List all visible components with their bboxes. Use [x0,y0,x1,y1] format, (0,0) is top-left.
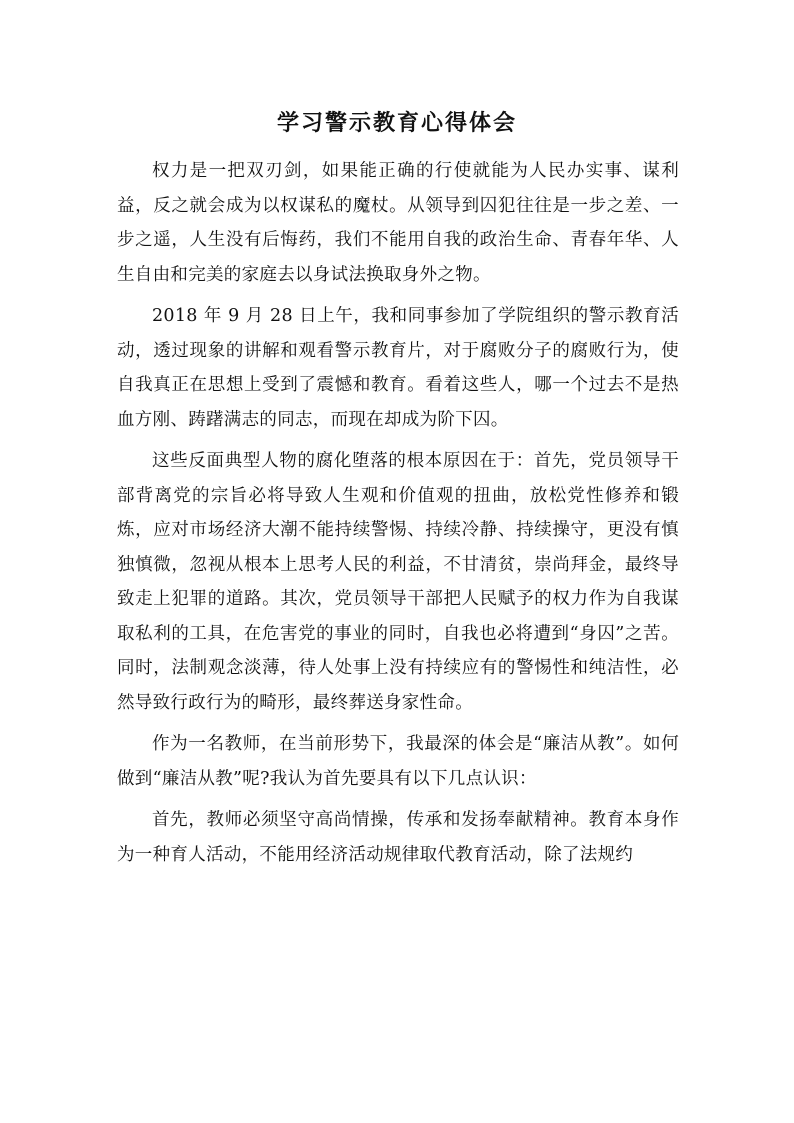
document-title: 学习警示教育心得体会 [276,110,517,136]
paragraph-root-causes: 这些反面典型人物的腐化堕落的根本原因在于：首先，党员领导干部背离党的宗旨必将导致人生观和价值观的扭曲，放松党性修养和锻炼，应对市场经济大潮不能持续警惕、持续冷静、持续操守，更没有慎独慎微，忽视从根本上思考人民的利益，不甘清贫，崇尚拜金，最终导致走上犯罪的道路。其次，党员领导干部把人民赋予的权力作为自我谋取私利的工具，在危害党的事业的同时，自我也必将遭到“身囚”之苦。同时，法制观念淡薄，待人处事上没有持续应有的警惕性和纯洁性，必然导致行政行为的畸形，最终葬送身家性命。 [117,451,679,713]
paragraph-teacher-integrity: 首先，教师必须坚守高尚情操，传承和发扬奉献精神。教育本身作为一种育人活动，不能用经济活动规律取代教育活动，除了法规约 [117,810,679,865]
paragraph-warning-education-activity: 2018 年 9 月 28 日上午，我和同事参加了学院组织的警示教育活动，透过现象的讲解和观看警示教育片，对于腐败分子的腐败行为，使自我真正在思想上受到了震憾和教育。看着这些人，哪一个过去不是热血方刚、踌躇满志的同志，而现在却成为阶下囚。 [117,306,679,430]
paragraph-power-double-edged-sword: 权力是一把双刃剑，如果能正确的行使就能为人民办实事、谋利益，反之就会成为以权谋私的魔杖。从领导到囚犯往往是一步之差、一步之遥，人生没有后悔药，我们不能用自我的政治生命、青春年华、人生自由和完美的家庭去以身试法换取身外之物。 [117,161,679,285]
document-body [117,154,679,872]
paragraph-clean-teaching: 作为一名教师，在当前形势下，我最深的体会是“廉洁从教”。如何做到“廉洁从教”呢?我认为首先要具有以下几点认识： [117,734,679,789]
